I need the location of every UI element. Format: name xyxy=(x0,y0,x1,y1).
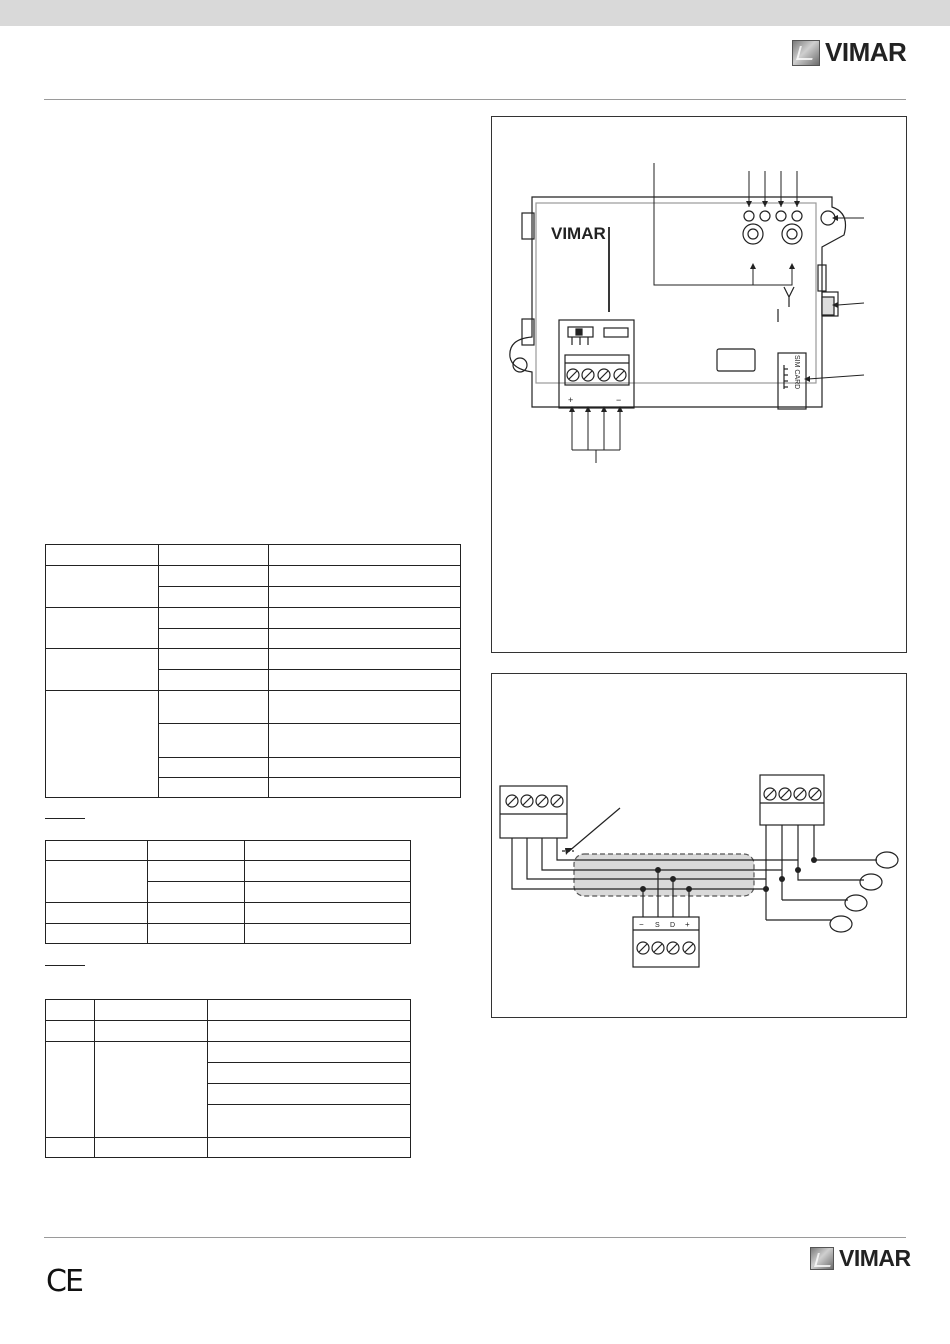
table-cell xyxy=(159,670,269,691)
table-cell xyxy=(269,587,461,608)
table-cell xyxy=(46,861,148,903)
device-brand: VIMAR xyxy=(551,224,606,243)
table-cell xyxy=(208,1000,411,1021)
table-cell xyxy=(159,545,269,566)
table-cell xyxy=(208,1084,411,1105)
table-cell xyxy=(95,1138,208,1158)
table-cell xyxy=(269,778,461,798)
table-cell xyxy=(159,758,269,778)
sim-card-label: SIM CARD xyxy=(793,355,800,390)
table-cell xyxy=(269,649,461,670)
table-cell xyxy=(46,924,148,944)
table-cell xyxy=(46,841,148,861)
table-cell xyxy=(269,691,461,724)
table-cell xyxy=(46,691,159,798)
note-rule xyxy=(45,965,85,966)
table-cell xyxy=(269,758,461,778)
table-cell xyxy=(95,1042,208,1138)
terminal-minus-label: − xyxy=(616,395,622,405)
table-3 xyxy=(45,999,411,1158)
wiring-figure-panel xyxy=(491,673,907,1018)
table-cell xyxy=(148,903,245,924)
footer-divider xyxy=(44,1237,906,1238)
header-logo xyxy=(792,37,906,68)
device-figure-panel xyxy=(491,116,907,653)
table-cell xyxy=(46,1042,95,1138)
table-cell xyxy=(46,545,159,566)
table-cell xyxy=(269,545,461,566)
note-rule xyxy=(45,818,85,819)
footer-logo xyxy=(810,1245,911,1272)
top-band xyxy=(0,0,950,26)
table-cell xyxy=(269,629,461,649)
table-cell xyxy=(245,882,411,903)
ce-mark: CE xyxy=(46,1264,82,1299)
table-cell xyxy=(208,1021,411,1042)
terminal-label-4: + xyxy=(685,920,690,929)
table-cell xyxy=(159,587,269,608)
table-cell xyxy=(148,924,245,944)
terminal-label-1: − xyxy=(639,920,644,929)
table-cell xyxy=(159,778,269,798)
device-drawing xyxy=(492,117,906,652)
table-cell xyxy=(46,1138,95,1158)
table-cell xyxy=(159,649,269,670)
vimar-logo-icon xyxy=(792,40,820,66)
table-cell xyxy=(208,1042,411,1063)
table-cell xyxy=(148,841,245,861)
table-cell xyxy=(208,1105,411,1138)
table-cell xyxy=(95,1000,208,1021)
table-cell xyxy=(46,608,159,649)
table-cell xyxy=(148,861,245,882)
table-cell xyxy=(159,724,269,758)
footer-brand: VIMAR xyxy=(839,1245,911,1271)
table-cell xyxy=(208,1063,411,1084)
table-cell xyxy=(245,924,411,944)
table-cell xyxy=(245,861,411,882)
table-cell xyxy=(269,566,461,587)
table-cell xyxy=(159,566,269,587)
table-cell xyxy=(46,1000,95,1021)
table-cell xyxy=(269,670,461,691)
table-cell xyxy=(46,649,159,691)
table-2 xyxy=(45,840,411,944)
table-cell xyxy=(148,882,245,903)
terminal-plus-label: + xyxy=(568,395,574,405)
vimar-logo-icon xyxy=(810,1247,834,1270)
header-brand: VIMAR xyxy=(825,37,907,67)
table-1 xyxy=(45,544,461,798)
terminal-label-2: S xyxy=(655,922,660,929)
table-cell xyxy=(269,724,461,758)
table-cell xyxy=(269,608,461,629)
wiring-drawing xyxy=(492,674,906,1017)
header-divider xyxy=(44,99,906,100)
table-cell xyxy=(245,841,411,861)
table-cell xyxy=(95,1021,208,1042)
table-cell xyxy=(208,1138,411,1158)
table-cell xyxy=(159,629,269,649)
terminal-label-3: D xyxy=(670,922,676,929)
table-cell xyxy=(46,566,159,608)
table-cell xyxy=(159,691,269,724)
table-cell xyxy=(159,608,269,629)
table-cell xyxy=(245,903,411,924)
table-cell xyxy=(46,1021,95,1042)
table-cell xyxy=(46,903,148,924)
